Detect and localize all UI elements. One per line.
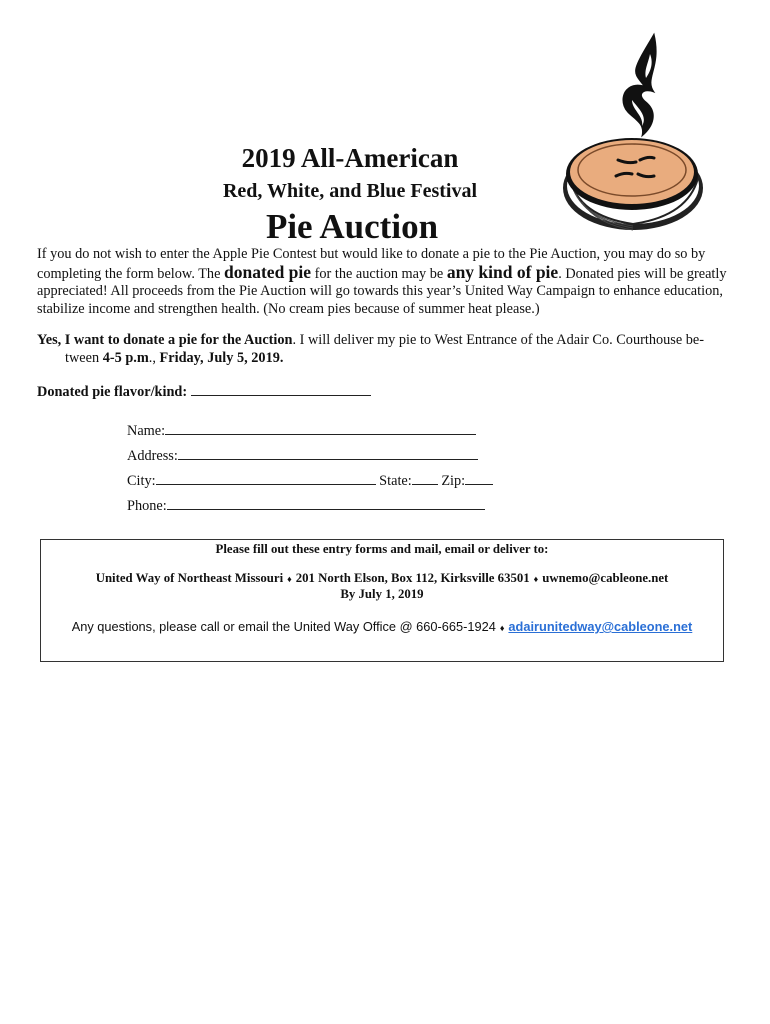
yes-donate-bold: Yes, I want to donate a pie for the Auction — [37, 332, 293, 348]
intro-emphasis-donated-pie: donated pie — [224, 261, 312, 282]
questions-text: Any questions, please call or email the United Way Office @ 660-665-1924 — [71, 619, 496, 634]
city-label: City: — [127, 473, 156, 489]
phone-field[interactable] — [127, 496, 485, 515]
name-label: Name: — [127, 423, 166, 439]
name-blank-line[interactable] — [165, 421, 476, 435]
yes-tween: tween — [65, 349, 103, 366]
questions-line — [41, 619, 723, 634]
yes-mid: ., — [148, 349, 160, 366]
delivery-time: 4-5 p.m — [102, 349, 149, 366]
title-festival: Red, White, and Blue Festival — [222, 180, 478, 202]
intro-emphasis-any-kind: any kind of pie — [446, 261, 559, 282]
address-blank-line[interactable] — [178, 446, 478, 460]
zip-label: Zip: — [437, 473, 466, 489]
contact-email-link[interactable]: adairunitedway@cableone.net — [508, 619, 693, 634]
delivery-date: Friday, July 5, 2019. — [159, 349, 284, 366]
intro-text-3: . Donated pies will be greatly appreciated! All proceeds from the Pie Auction will go towards this year’s United Way Campaign to enhance education, stabilize income and strengthen health. (No cream pies because of summer heat please.) — [37, 265, 727, 317]
diamond-separator-icon: ♦ — [499, 622, 505, 633]
intro-text-1: If you do not wish to enter the Apple Pie Contest but would like to donate a pie to the Pie Auction, you may do so by completing the form below. The — [37, 246, 706, 282]
state-label: State: — [375, 473, 412, 489]
name-field[interactable] — [127, 421, 476, 440]
box-heading: Please fill out these entry forms and mail, email or deliver to: — [215, 542, 549, 556]
mailing-info-box — [40, 539, 724, 662]
intro-text-2: for the auction may be — [311, 265, 447, 282]
yes-donate-continuation — [37, 350, 727, 368]
title-pie-auction: Pie Auction — [265, 207, 439, 246]
diamond-separator-icon: ♦ — [533, 574, 539, 585]
yes-donate-rest: . I will deliver my pie to West Entrance of the Adair Co. Courthouse be- — [292, 332, 705, 348]
address-field[interactable] — [127, 446, 478, 465]
mailing-address-line — [41, 571, 723, 586]
flavor-label: Donated pie flavor/kind — [37, 384, 183, 400]
city-blank-line[interactable] — [156, 471, 376, 485]
deadline: By July 1, 2019 — [340, 587, 424, 601]
yes-donate-paragraph — [37, 332, 727, 367]
flavor-colon: : — [182, 384, 191, 400]
steaming-pie-icon — [558, 28, 708, 234]
diamond-separator-icon: ♦ — [287, 574, 292, 585]
flavor-field[interactable] — [37, 382, 371, 401]
city-state-zip-field[interactable] — [127, 471, 493, 490]
org-name: United Way of Northeast Missouri — [95, 571, 284, 585]
zip-blank-line[interactable] — [465, 471, 493, 485]
intro-paragraph — [37, 246, 727, 318]
phone-label: Phone: — [127, 498, 167, 514]
flavor-blank-line[interactable] — [191, 382, 371, 396]
street-address: 201 North Elson, Box 112, Kirksville 63501 — [295, 571, 530, 585]
address-label: Address: — [127, 448, 178, 464]
org-email: uwnemo@cableone.net — [542, 571, 669, 585]
phone-blank-line[interactable] — [167, 496, 485, 510]
state-blank-line[interactable] — [412, 471, 438, 485]
title-year-event: 2019 All-American — [241, 143, 459, 173]
